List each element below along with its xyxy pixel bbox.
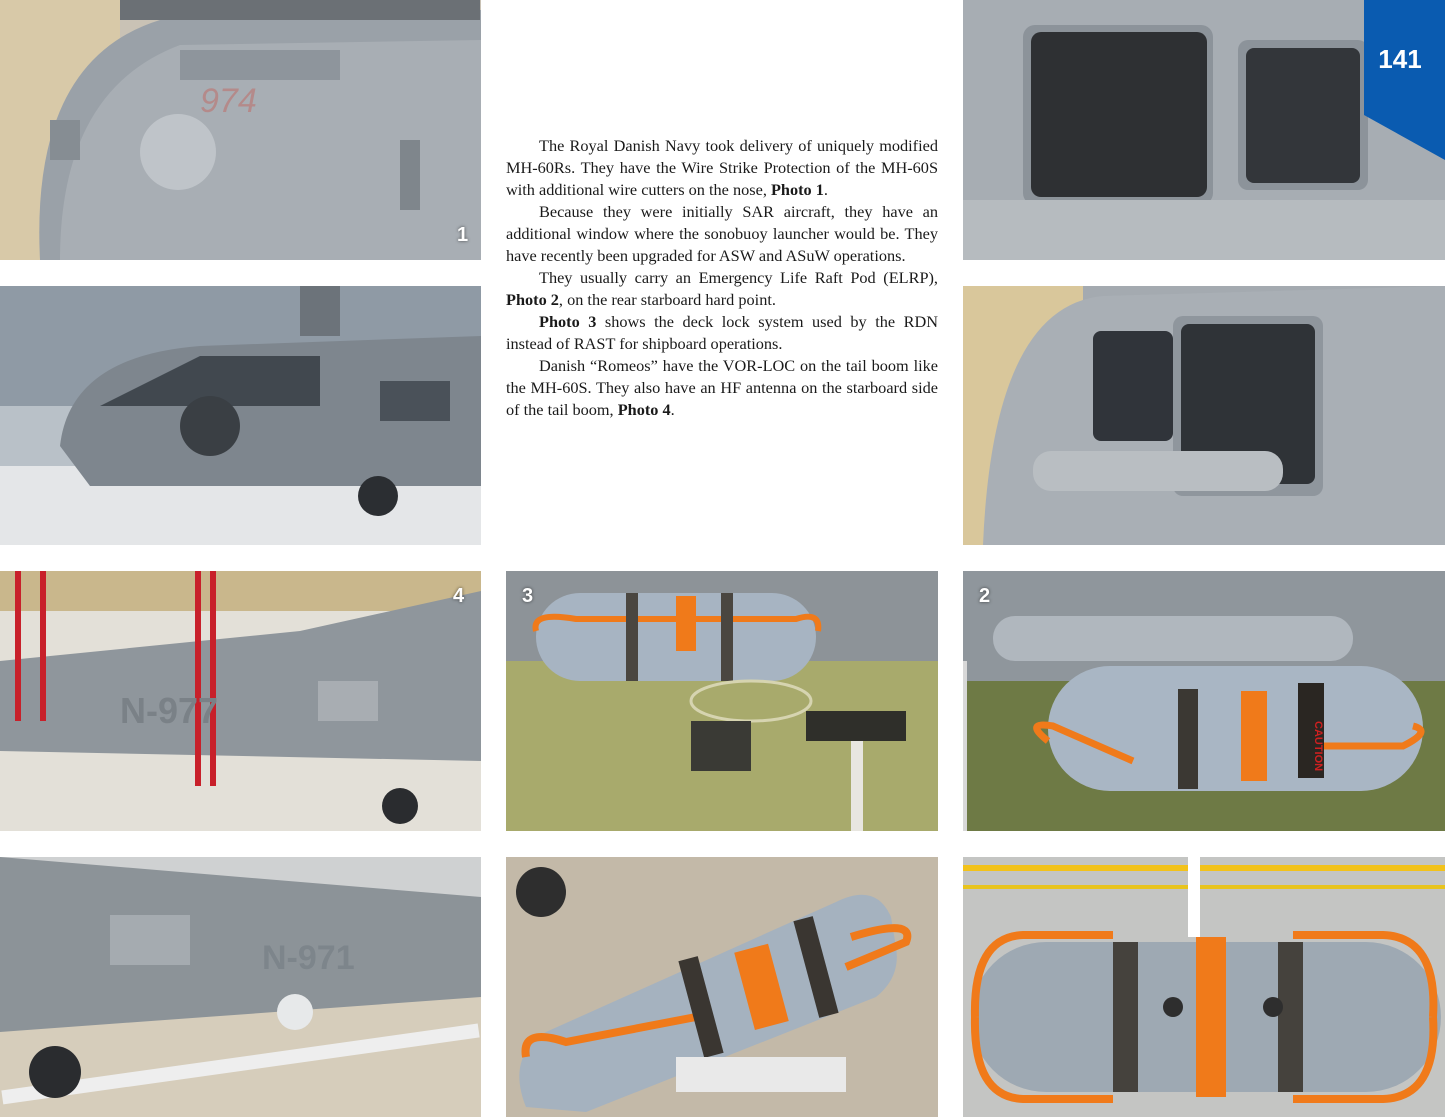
photo-helicopter-hangar <box>0 286 481 545</box>
photo-3-deck-lock <box>506 571 938 831</box>
paragraph-4: Photo 3 shows the deck lock system used by the RDN instead of RAST for shipboard operations. <box>506 312 938 353</box>
page-number-tab <box>1364 0 1445 160</box>
photo-number-3: 3 <box>522 585 534 607</box>
photo-4-reference: Photo 4 <box>617 400 671 419</box>
article-text <box>506 135 938 421</box>
photo-2-life-raft-pod <box>963 571 1445 831</box>
photo-life-raft-pod-top <box>963 857 1445 1117</box>
page-number: 141 <box>1378 44 1422 74</box>
hull-code-974: 974 <box>200 82 257 120</box>
photo-number-4: 4 <box>453 585 465 607</box>
paragraph-5: Danish “Romeos” have the VOR-LOC on the tail boom like the MH-60S. They also have an HF antenna on the starboard side of the tail boom, Photo 4. <box>506 356 938 419</box>
photo-tail-boom-n971 <box>0 857 481 1117</box>
photo-number-1: 1 <box>457 224 469 246</box>
photo-4-tail-boom <box>0 571 481 831</box>
paragraph-1: The Royal Danish Navy took delivery of uniquely modified MH-60Rs. They have the Wire Strike Protection of the MH-60S with additional wire cutters on the nose, Photo 1. <box>506 136 938 199</box>
photo-number-2: 2 <box>979 585 991 607</box>
hull-code-n977: N-977 <box>120 690 219 731</box>
caution-placard: CAUTION <box>1312 721 1324 772</box>
paragraph-2: Because they were initially SAR aircraft, they have an additional window where the sonobuoy launcher would be. They have recently been upgraded for ASW and ASuW operations. <box>506 202 938 265</box>
photo-life-raft-pod-dolly <box>506 857 938 1117</box>
photo-3-reference: Photo 3 <box>539 312 597 331</box>
paragraph-3: They usually carry an Emergency Life Raft Pod (ELRP), Photo 2, on the rear starboard hard point. <box>506 268 938 309</box>
photo-2-reference: Photo 2 <box>506 290 559 309</box>
photo-1-reference: Photo 1 <box>770 180 824 199</box>
photo-cabin-windows-side <box>963 286 1445 545</box>
photo-1-nose-closeup <box>0 0 481 260</box>
hull-code-n971: N-971 <box>262 939 355 977</box>
